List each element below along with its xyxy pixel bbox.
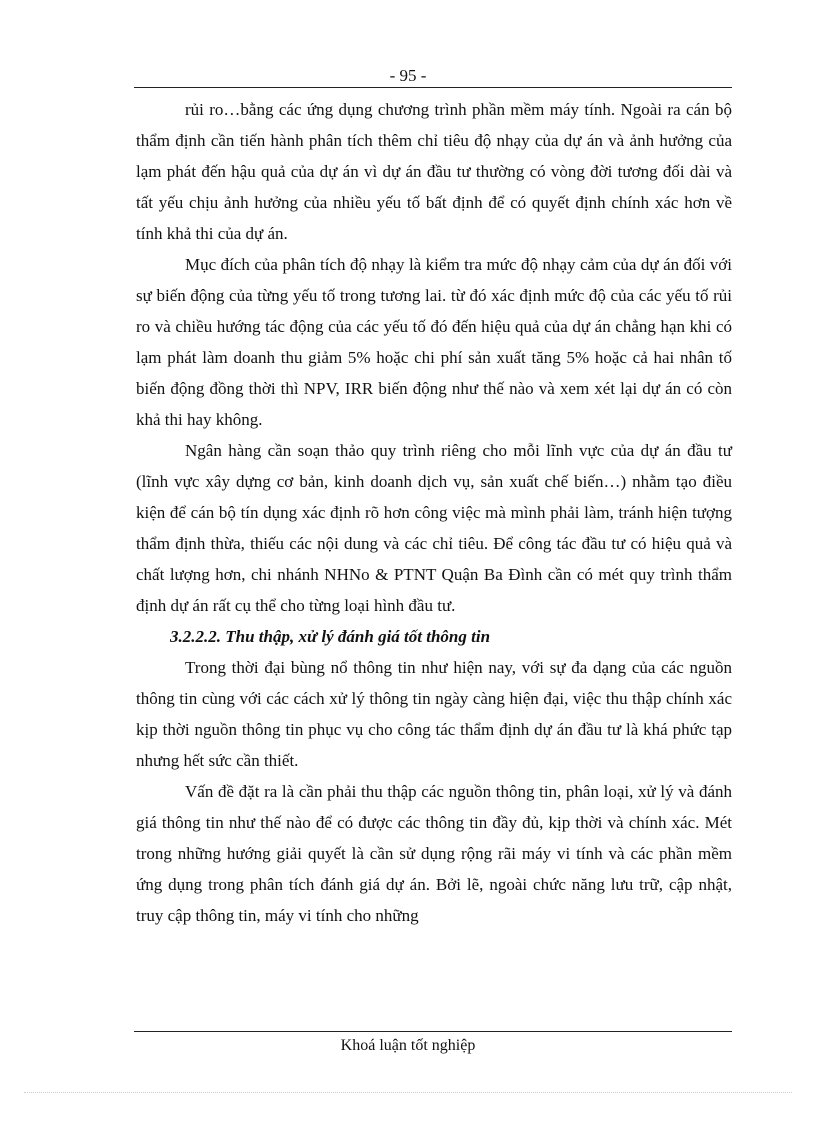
footer-text: Khoá luận tốt nghiệp bbox=[340, 1037, 476, 1054]
footer-divider bbox=[134, 1031, 732, 1032]
paragraph: Trong thời đại bùng nổ thông tin như hiện nay, với sự đa dạng của các nguồn thông tin cùng với các cách xử lý thông tin ngày càng hiện đại, việc thu thập chính xác kịp thời nguồn thông tin phục vụ cho công tác thẩm định dự án đầu tư là khá phức tạp nhưng hết sức cần thiết. bbox=[136, 658, 732, 770]
page-bottom-border bbox=[24, 1092, 792, 1093]
paragraph: Mục đích của phân tích độ nhạy là kiểm tra mức độ nhạy cảm của dự án đối với sự biến động của từng yếu tố trong tương lai. từ đó xác định mức độ của các yếu tố rủi ro và chiều hướng tác động của các yếu tố đó đến hiệu quả của dự án chẳng hạn khi có lạm phát làm doanh thu giảm 5% hoặc chi phí sản xuất tăng 5% hoặc cả hai nhân tố biến động đồng thời thì NPV, IRR biến động như thế nào và xem xét lại dự án có còn khả thi hay không. bbox=[136, 255, 732, 429]
paragraph: rủi ro…bằng các ứng dụng chương trình phần mềm máy tính. Ngoài ra cán bộ thẩm định cần tiến hành phân tích thêm chỉ tiêu độ nhạy của dự án và ảnh hưởng của lạm phát đến hậu quả của dự án vì dự án đầu tư thường có vòng đời tương đối dài và tất yếu chịu ảnh hưởng của nhiều yếu tố bất định để có quyết định chính xác hơn về tính khả thi của dự án. bbox=[136, 100, 732, 243]
header-divider bbox=[134, 87, 732, 88]
page-number: - 95 - bbox=[389, 66, 427, 85]
page-body bbox=[136, 94, 732, 931]
section-heading: 3.2.2.2. Thu thập, xử lý đánh giá tốt thông tin bbox=[170, 627, 491, 646]
paragraph: Ngân hàng cần soạn thảo quy trình riêng cho mỗi lĩnh vực của dự án đầu tư (lĩnh vực xây dựng cơ bản, kinh doanh dịch vụ, sản xuất chế biến…) nhằm tạo điều kiện để cán bộ tín dụng xác định rõ hơn công việc mà mình phải làm, tránh hiện tượng thẩm định thừa, thiếu các nội dung và các chỉ tiêu. Để công tác đầu tư có hiệu quả và chất lượng hơn, chi nhánh NHNo & PTNT Quận Ba Đình cần có mét quy trình thẩm định dự án rất cụ thể cho từng loại hình đầu tư. bbox=[136, 441, 732, 615]
paragraph: Vấn đề đặt ra là cần phải thu thập các nguồn thông tin, phân loại, xử lý và đánh giá thông tin như thế nào để có được các thông tin đầy đủ, kịp thời và chính xác. Mét trong những hướng giải quyết là cần sử dụng rộng rãi máy vi tính và các phần mềm ứng dụng trong phân tích đánh giá dự án. Bởi lẽ, ngoài chức năng lưu trữ, cập nhật, truy cập thông tin, máy vi tính cho những bbox=[136, 782, 732, 925]
